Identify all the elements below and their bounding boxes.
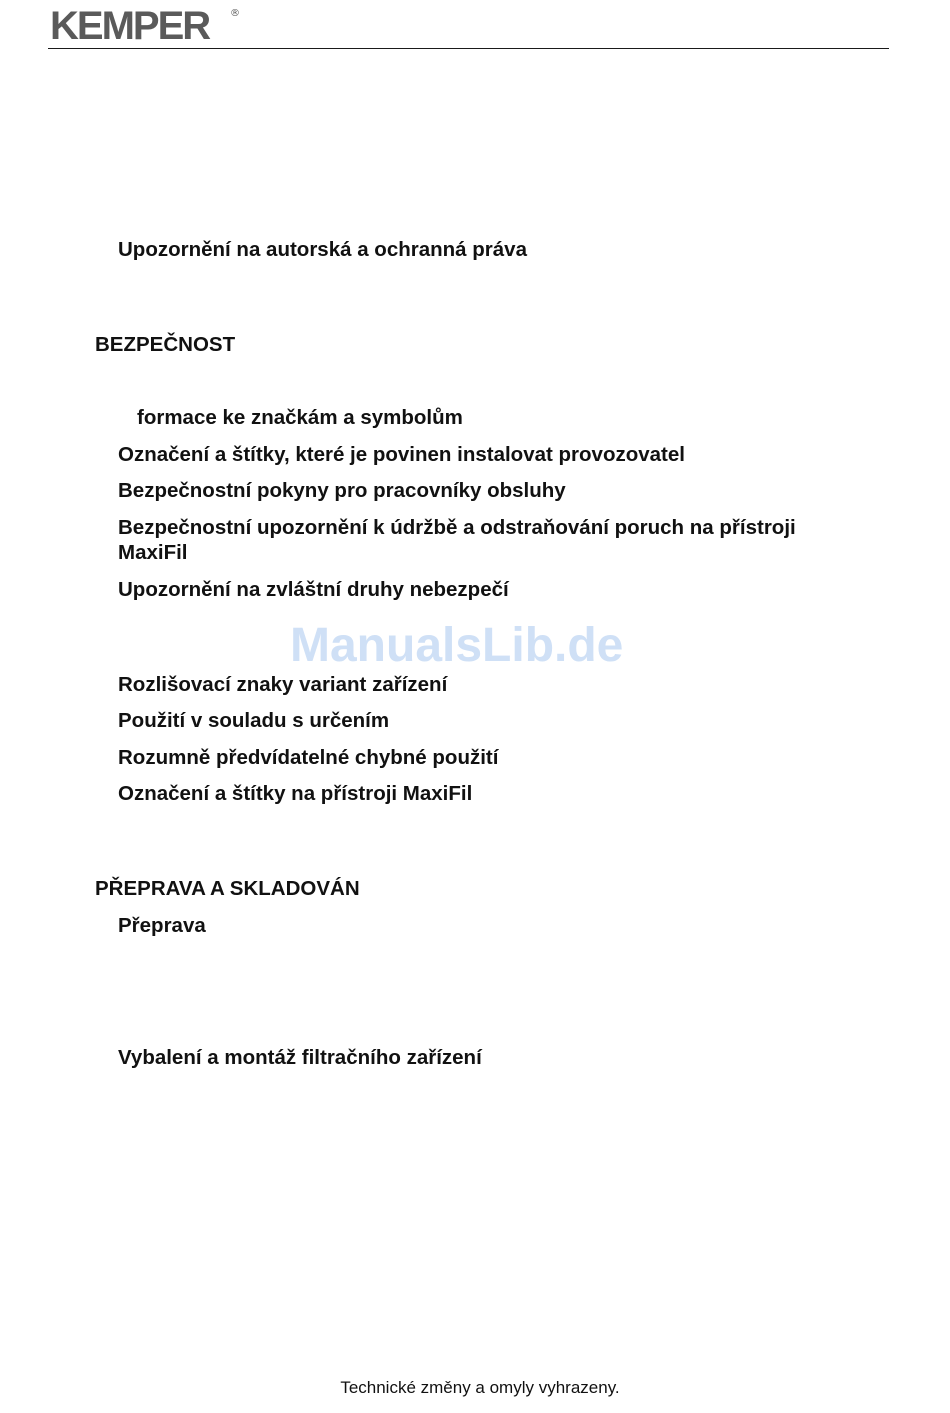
toc-item-maintenance-safety[interactable]: Bezpečnostní upozornění k údržbě a odstraňování poruch na přístroji MaxiFil [118,516,796,564]
toc-item-variants[interactable]: Rozlišovací znaky variant zařízení [118,673,448,696]
toc-item-unpacking[interactable]: Vybalení a montáž filtračního zařízení [118,1046,482,1069]
registered-mark: ® [230,8,240,19]
toc-item-symbols[interactable]: formace ke značkám a symbolům [137,406,463,429]
toc-section-transport-storage[interactable]: PŘEPRAVA A SKLADOVÁN [95,877,360,900]
toc-item-operator-safety[interactable]: Bezpečnostní pokyny pro pracovníky obsluhy [118,479,566,502]
toc-item-operator-labels[interactable]: Označení a štítky, které je povinen instalovat provozovatel [118,443,685,466]
toc-section-safety[interactable]: BEZPEČNOST [95,333,236,356]
toc-item-special-hazards[interactable]: Upozornění na zvláštní druhy nebezpečí [118,578,509,601]
page-header [48,0,889,49]
watermark: ManualsLib.de [290,619,624,672]
toc-item-intended-use[interactable]: Použití v souladu s určením [118,709,390,732]
toc-item-misuse[interactable]: Rozumně předvídatelné chybné použití [118,746,499,769]
toc-item-device-labels[interactable]: Označení a štítky na přístroji MaxiFil [118,782,473,805]
kemper-logo: KEMPER [50,4,210,48]
toc-item-transport[interactable]: Přeprava [118,914,206,937]
toc-item-copyright[interactable]: Upozornění na autorská a ochranná práva [118,238,527,261]
page-footer: Technické změny a omyly vyhrazeny. [340,1378,620,1397]
